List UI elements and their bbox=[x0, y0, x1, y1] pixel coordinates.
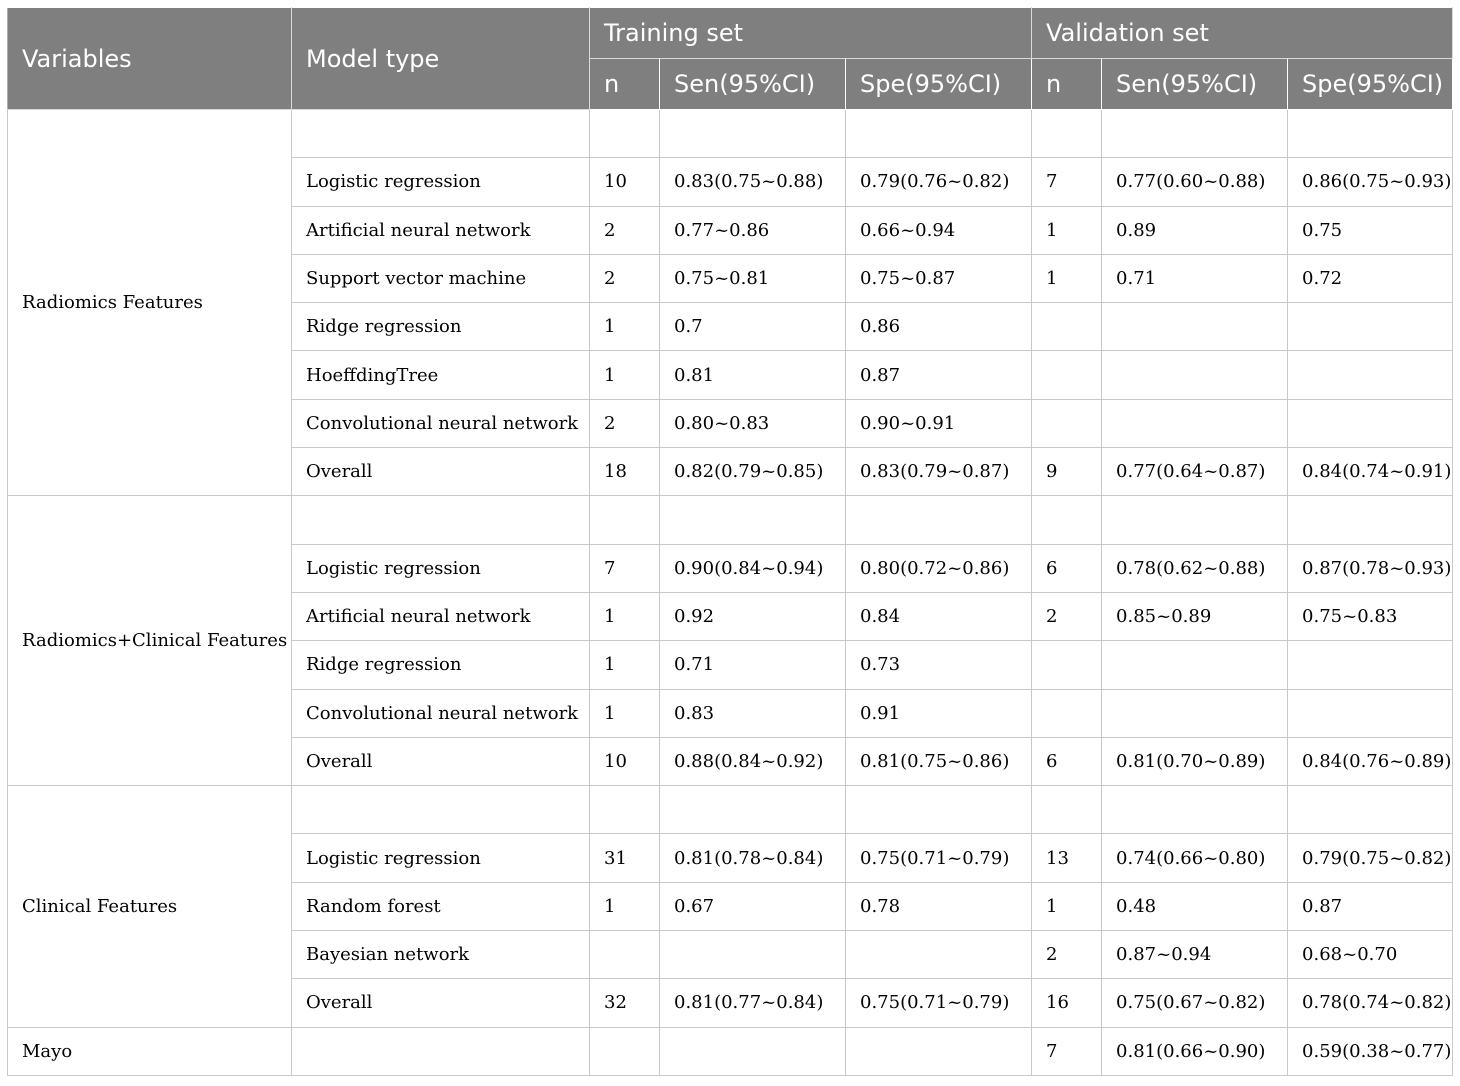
cell-training-n: 1 bbox=[590, 689, 660, 737]
cell-model-type: Random forest bbox=[292, 882, 590, 930]
cell-training-n: 2 bbox=[590, 399, 660, 447]
cell-model-type bbox=[292, 786, 590, 834]
cell-model-type: Bayesian network bbox=[292, 931, 590, 979]
cell-training-spe bbox=[846, 110, 1032, 158]
table-header bbox=[8, 8, 1453, 110]
cell-validation-n: 6 bbox=[1032, 544, 1102, 592]
cell-training-sen bbox=[660, 1027, 846, 1075]
cell-model-type bbox=[292, 496, 590, 544]
cell-validation-spe bbox=[1288, 399, 1453, 447]
cell-validation-spe: 0.86(0.75~0.93) bbox=[1288, 158, 1453, 206]
cell-training-spe bbox=[846, 786, 1032, 834]
cell-validation-spe bbox=[1288, 303, 1453, 351]
cell-validation-spe bbox=[1288, 689, 1453, 737]
table-body bbox=[8, 110, 1453, 1076]
cell-training-spe: 0.78 bbox=[846, 882, 1032, 930]
cell-validation-sen: 0.48 bbox=[1102, 882, 1288, 930]
cell-training-n: 1 bbox=[590, 592, 660, 640]
cell-training-spe: 0.75(0.71~0.79) bbox=[846, 979, 1032, 1027]
cell-validation-n bbox=[1032, 399, 1102, 447]
cell-validation-sen: 0.75(0.67~0.82) bbox=[1102, 979, 1288, 1027]
cell-model-type: Logistic regression bbox=[292, 158, 590, 206]
cell-validation-n bbox=[1032, 496, 1102, 544]
cell-model-type: Support vector machine bbox=[292, 254, 590, 302]
cell-training-sen: 0.83(0.75~0.88) bbox=[660, 158, 846, 206]
cell-validation-sen bbox=[1102, 786, 1288, 834]
cell-training-spe: 0.86 bbox=[846, 303, 1032, 351]
cell-validation-sen: 0.81(0.70~0.89) bbox=[1102, 737, 1288, 785]
header-validation-sen: Sen(95%CI) bbox=[1102, 59, 1288, 110]
header-variables: Variables bbox=[8, 8, 292, 110]
cell-model-type: Overall bbox=[292, 737, 590, 785]
cell-validation-spe: 0.84(0.76~0.89) bbox=[1288, 737, 1453, 785]
cell-training-sen bbox=[660, 931, 846, 979]
cell-validation-spe bbox=[1288, 786, 1453, 834]
cell-validation-sen bbox=[1102, 351, 1288, 399]
cell-validation-sen: 0.77(0.64~0.87) bbox=[1102, 448, 1288, 496]
cell-model-type: Logistic regression bbox=[292, 544, 590, 592]
cell-model-type bbox=[292, 110, 590, 158]
group-label: Clinical Features bbox=[8, 786, 292, 1027]
cell-training-spe: 0.91 bbox=[846, 689, 1032, 737]
cell-training-n bbox=[590, 496, 660, 544]
cell-training-sen: 0.81(0.77~0.84) bbox=[660, 979, 846, 1027]
cell-training-n: 1 bbox=[590, 882, 660, 930]
cell-validation-spe bbox=[1288, 351, 1453, 399]
cell-validation-spe: 0.79(0.75~0.82) bbox=[1288, 834, 1453, 882]
cell-validation-n bbox=[1032, 786, 1102, 834]
cell-model-type: Artificial neural network bbox=[292, 592, 590, 640]
cell-training-spe: 0.80(0.72~0.86) bbox=[846, 544, 1032, 592]
cell-training-spe: 0.84 bbox=[846, 592, 1032, 640]
cell-training-n bbox=[590, 110, 660, 158]
cell-validation-spe: 0.87(0.78~0.93) bbox=[1288, 544, 1453, 592]
cell-model-type: Convolutional neural network bbox=[292, 689, 590, 737]
cell-training-n: 18 bbox=[590, 448, 660, 496]
cell-model-type: Overall bbox=[292, 448, 590, 496]
header-training-spe: Spe(95%CI) bbox=[846, 59, 1032, 110]
cell-training-spe: 0.66~0.94 bbox=[846, 206, 1032, 254]
cell-validation-n: 1 bbox=[1032, 254, 1102, 302]
cell-training-spe: 0.81(0.75~0.86) bbox=[846, 737, 1032, 785]
cell-training-sen: 0.82(0.79~0.85) bbox=[660, 448, 846, 496]
header-model-type: Model type bbox=[292, 8, 590, 110]
cell-validation-spe: 0.84(0.74~0.91) bbox=[1288, 448, 1453, 496]
cell-model-type: Convolutional neural network bbox=[292, 399, 590, 447]
cell-training-sen bbox=[660, 110, 846, 158]
cell-validation-spe: 0.87 bbox=[1288, 882, 1453, 930]
cell-validation-spe: 0.72 bbox=[1288, 254, 1453, 302]
cell-validation-sen: 0.71 bbox=[1102, 254, 1288, 302]
cell-validation-n bbox=[1032, 303, 1102, 351]
cell-validation-sen bbox=[1102, 641, 1288, 689]
cell-validation-n bbox=[1032, 641, 1102, 689]
cell-training-spe bbox=[846, 1027, 1032, 1075]
cell-validation-n: 2 bbox=[1032, 931, 1102, 979]
cell-training-sen: 0.67 bbox=[660, 882, 846, 930]
cell-training-spe: 0.79(0.76~0.82) bbox=[846, 158, 1032, 206]
cell-training-sen bbox=[660, 496, 846, 544]
header-training-set: Training set bbox=[590, 8, 1032, 59]
cell-model-type: Ridge regression bbox=[292, 303, 590, 351]
cell-training-n: 2 bbox=[590, 254, 660, 302]
header-validation-n: n bbox=[1032, 59, 1102, 110]
cell-model-type: Ridge regression bbox=[292, 641, 590, 689]
cell-validation-n: 7 bbox=[1032, 1027, 1102, 1075]
results-table bbox=[7, 7, 1453, 1076]
cell-training-n: 31 bbox=[590, 834, 660, 882]
cell-validation-sen bbox=[1102, 689, 1288, 737]
cell-validation-spe: 0.78(0.74~0.82) bbox=[1288, 979, 1453, 1027]
cell-validation-n: 16 bbox=[1032, 979, 1102, 1027]
cell-training-sen: 0.90(0.84~0.94) bbox=[660, 544, 846, 592]
cell-training-n: 1 bbox=[590, 351, 660, 399]
header-training-n: n bbox=[590, 59, 660, 110]
cell-training-sen: 0.77~0.86 bbox=[660, 206, 846, 254]
cell-training-spe: 0.73 bbox=[846, 641, 1032, 689]
cell-training-spe: 0.87 bbox=[846, 351, 1032, 399]
cell-validation-sen bbox=[1102, 303, 1288, 351]
cell-model-type: Overall bbox=[292, 979, 590, 1027]
cell-training-sen: 0.80~0.83 bbox=[660, 399, 846, 447]
table-row bbox=[8, 786, 1453, 834]
cell-validation-n: 13 bbox=[1032, 834, 1102, 882]
cell-validation-sen: 0.89 bbox=[1102, 206, 1288, 254]
cell-training-sen: 0.92 bbox=[660, 592, 846, 640]
cell-validation-n: 6 bbox=[1032, 737, 1102, 785]
cell-validation-n bbox=[1032, 351, 1102, 399]
cell-validation-spe bbox=[1288, 641, 1453, 689]
cell-training-sen: 0.71 bbox=[660, 641, 846, 689]
cell-validation-sen bbox=[1102, 110, 1288, 158]
cell-training-sen: 0.81 bbox=[660, 351, 846, 399]
header-validation-spe: Spe(95%CI) bbox=[1288, 59, 1453, 110]
cell-validation-n bbox=[1032, 689, 1102, 737]
group-label: Radiomics Features bbox=[8, 110, 292, 496]
group-label: Mayo bbox=[8, 1027, 292, 1075]
cell-training-spe bbox=[846, 931, 1032, 979]
header-training-sen: Sen(95%CI) bbox=[660, 59, 846, 110]
cell-validation-spe: 0.59(0.38~0.77) bbox=[1288, 1027, 1453, 1075]
cell-training-spe: 0.75(0.71~0.79) bbox=[846, 834, 1032, 882]
cell-validation-sen bbox=[1102, 496, 1288, 544]
cell-validation-spe bbox=[1288, 110, 1453, 158]
cell-training-n: 10 bbox=[590, 737, 660, 785]
cell-validation-sen: 0.78(0.62~0.88) bbox=[1102, 544, 1288, 592]
cell-validation-n: 1 bbox=[1032, 206, 1102, 254]
cell-training-n bbox=[590, 931, 660, 979]
cell-training-spe: 0.83(0.79~0.87) bbox=[846, 448, 1032, 496]
cell-training-sen: 0.81(0.78~0.84) bbox=[660, 834, 846, 882]
table-row bbox=[8, 110, 1453, 158]
table-row bbox=[8, 496, 1453, 544]
cell-model-type bbox=[292, 1027, 590, 1075]
cell-validation-spe: 0.75~0.83 bbox=[1288, 592, 1453, 640]
cell-model-type: Artificial neural network bbox=[292, 206, 590, 254]
cell-training-n: 1 bbox=[590, 303, 660, 351]
cell-training-spe: 0.90~0.91 bbox=[846, 399, 1032, 447]
cell-validation-sen: 0.81(0.66~0.90) bbox=[1102, 1027, 1288, 1075]
cell-validation-n: 1 bbox=[1032, 882, 1102, 930]
cell-training-spe bbox=[846, 496, 1032, 544]
header-validation-set: Validation set bbox=[1032, 8, 1453, 59]
cell-validation-spe bbox=[1288, 496, 1453, 544]
cell-training-spe: 0.75~0.87 bbox=[846, 254, 1032, 302]
cell-training-sen: 0.7 bbox=[660, 303, 846, 351]
cell-training-sen: 0.88(0.84~0.92) bbox=[660, 737, 846, 785]
cell-training-sen: 0.83 bbox=[660, 689, 846, 737]
cell-validation-sen: 0.77(0.60~0.88) bbox=[1102, 158, 1288, 206]
cell-validation-spe: 0.68~0.70 bbox=[1288, 931, 1453, 979]
cell-training-sen: 0.75~0.81 bbox=[660, 254, 846, 302]
cell-validation-n: 9 bbox=[1032, 448, 1102, 496]
cell-validation-n: 2 bbox=[1032, 592, 1102, 640]
cell-model-type: HoeffdingTree bbox=[292, 351, 590, 399]
cell-validation-spe: 0.75 bbox=[1288, 206, 1453, 254]
cell-training-n: 10 bbox=[590, 158, 660, 206]
cell-validation-sen: 0.87~0.94 bbox=[1102, 931, 1288, 979]
cell-validation-sen: 0.85~0.89 bbox=[1102, 592, 1288, 640]
cell-training-n: 32 bbox=[590, 979, 660, 1027]
group-label: Radiomics+Clinical Features bbox=[8, 496, 292, 786]
cell-training-n: 2 bbox=[590, 206, 660, 254]
cell-model-type: Logistic regression bbox=[292, 834, 590, 882]
cell-validation-n: 7 bbox=[1032, 158, 1102, 206]
cell-training-n bbox=[590, 1027, 660, 1075]
cell-training-n: 7 bbox=[590, 544, 660, 592]
cell-training-n: 1 bbox=[590, 641, 660, 689]
table-row bbox=[8, 1027, 1453, 1075]
cell-validation-n bbox=[1032, 110, 1102, 158]
cell-training-n bbox=[590, 786, 660, 834]
cell-training-sen bbox=[660, 786, 846, 834]
cell-validation-sen: 0.74(0.66~0.80) bbox=[1102, 834, 1288, 882]
cell-validation-sen bbox=[1102, 399, 1288, 447]
